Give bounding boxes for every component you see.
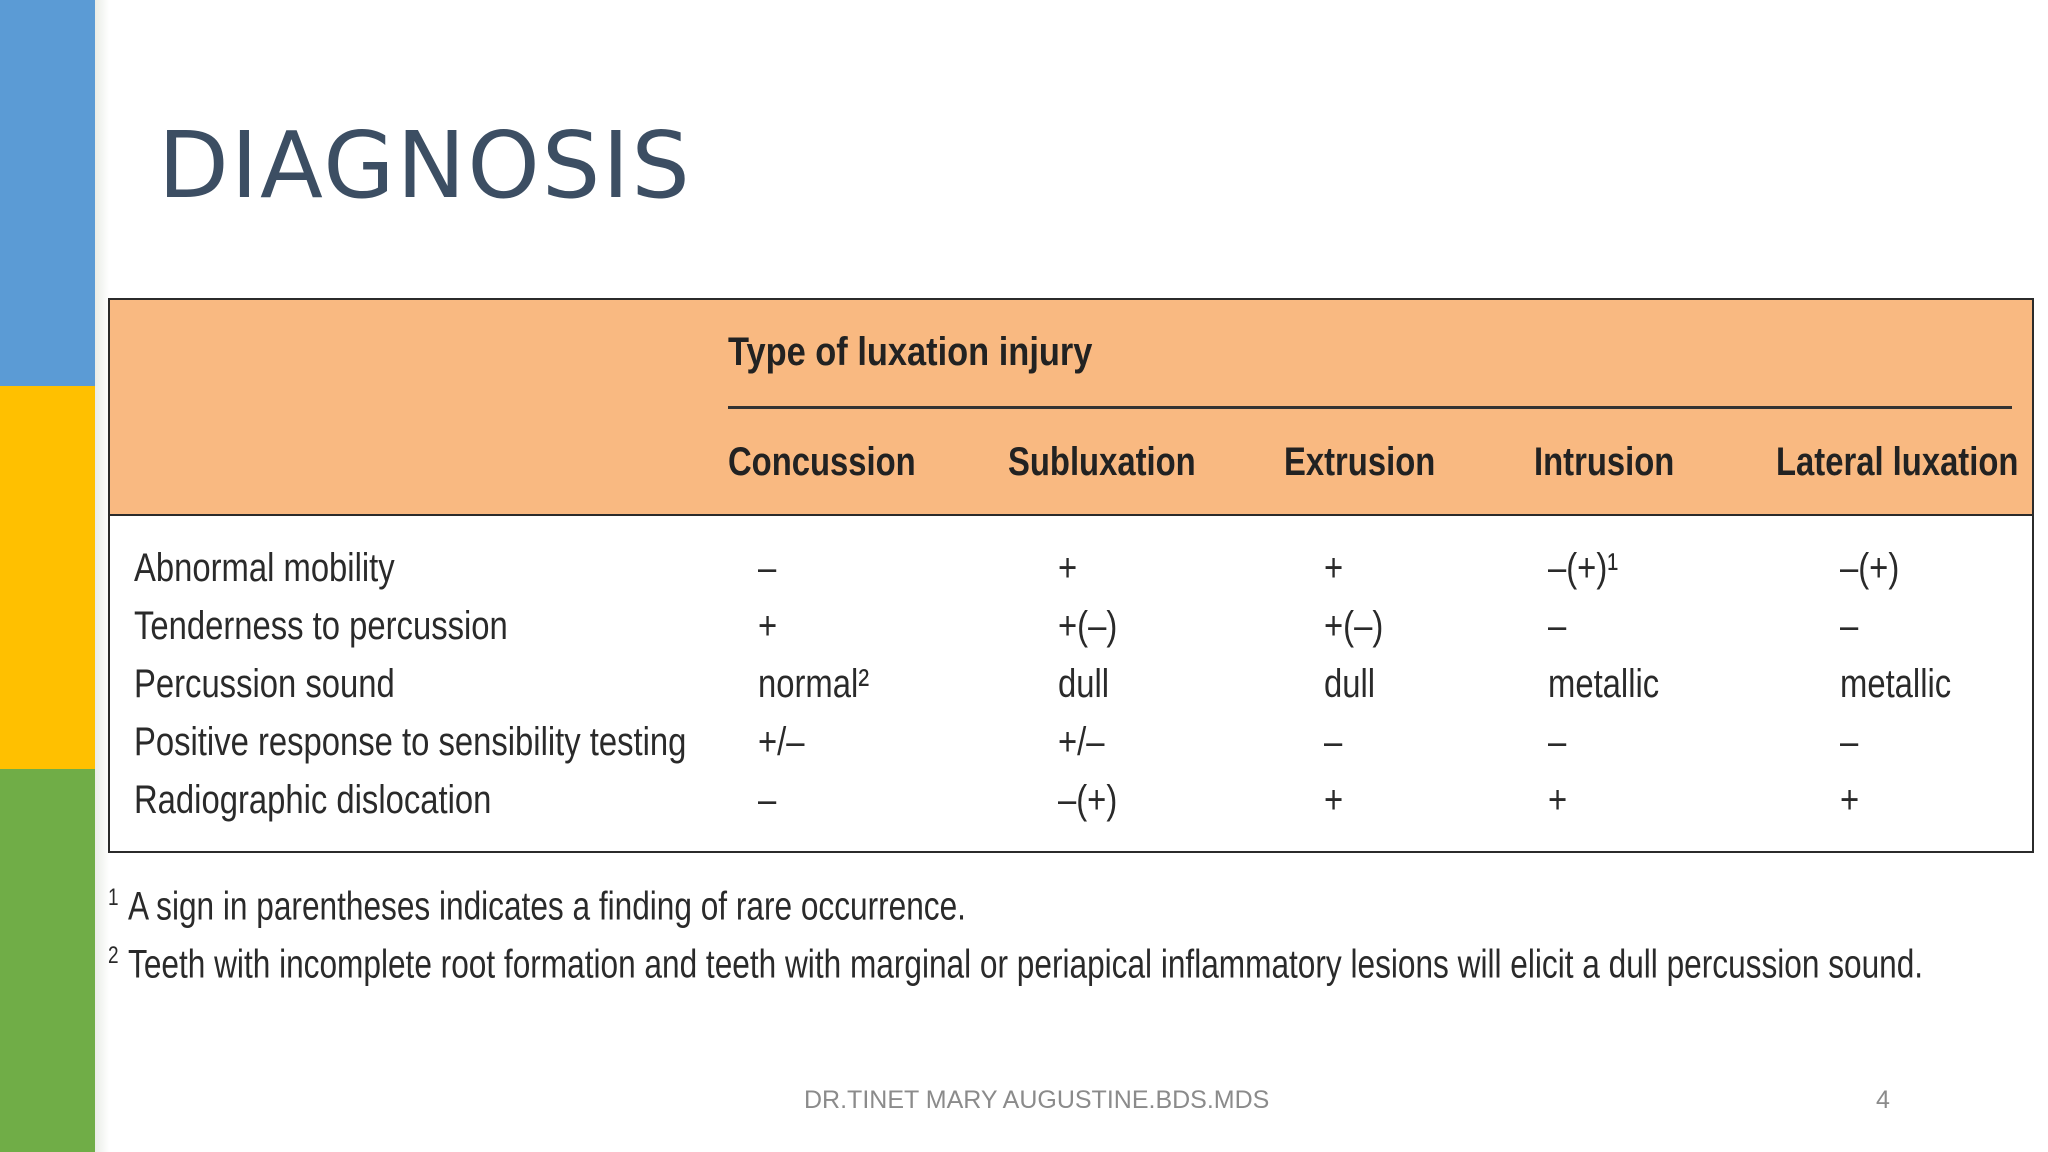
table-cell: normal² (758, 662, 870, 706)
table-cell: + (1840, 778, 1860, 822)
table-cell: – (1840, 604, 1859, 648)
row-label-tenderness: Tenderness to percussion (134, 604, 508, 648)
table-cell: – (1324, 720, 1343, 764)
row-label-abnormal-mobility: Abnormal mobility (134, 546, 395, 590)
table-cell: – (758, 778, 777, 822)
slide-footer: DR.TINET MARY AUGUSTINE.BDS.MDS (804, 1086, 1270, 1114)
accent-bar-shadow (95, 0, 109, 1152)
table-cell: dull (1058, 662, 1110, 706)
row-label-radiographic-dislocation: Radiographic dislocation (134, 778, 492, 822)
table-cell: – (758, 546, 777, 590)
slide-title: DIAGNOSIS (158, 112, 692, 219)
table-cell: + (1058, 546, 1078, 590)
column-header-subluxation: Subluxation (1008, 440, 1196, 484)
table-cell: – (1548, 720, 1567, 764)
footnote-marker: 2 (108, 942, 119, 969)
footnote-text: A sign in parentheses indicates a finding of rare occurrence. (128, 884, 966, 929)
table-group-title: Type of luxation injury (728, 330, 1093, 374)
table-cell: metallic (1840, 662, 1952, 706)
accent-band-yellow (0, 386, 95, 769)
table-cell: +/– (758, 720, 805, 764)
accent-band-green (0, 769, 95, 1152)
column-header-extrusion: Extrusion (1284, 440, 1436, 484)
footnote-marker: 1 (108, 884, 119, 911)
group-title-rule (728, 406, 2012, 409)
column-header-lateral-luxation: Lateral luxation (1776, 440, 2019, 484)
table-header (110, 300, 2032, 516)
table-cell: – (1548, 604, 1567, 648)
page-number: 4 (1876, 1086, 1890, 1114)
table-cell: +(–) (1058, 604, 1118, 648)
table-cell: –(+)¹ (1548, 546, 1619, 590)
table-cell: + (1548, 778, 1568, 822)
footnote-2 (108, 942, 1923, 987)
table-cell: –(+) (1058, 778, 1118, 822)
table-cell: + (1324, 778, 1344, 822)
table-cell: + (1324, 546, 1344, 590)
table-cell: –(+) (1840, 546, 1900, 590)
luxation-table (108, 298, 2034, 853)
table-cell: + (758, 604, 778, 648)
footnote-text: Teeth with incomplete root formation and teeth with marginal or periapical inflammatory lesions will elicit a dull percussion sound. (128, 942, 1924, 987)
row-label-percussion-sound: Percussion sound (134, 662, 395, 706)
column-header-concussion: Concussion (728, 440, 916, 484)
table-cell: – (1840, 720, 1859, 764)
table-cell: +(–) (1324, 604, 1384, 648)
row-label-sensibility-testing: Positive response to sensibility testing (134, 720, 687, 764)
table-cell: dull (1324, 662, 1376, 706)
side-accent-bar (0, 0, 95, 1152)
table-cell: +/– (1058, 720, 1105, 764)
column-header-intrusion: Intrusion (1534, 440, 1675, 484)
accent-band-blue (0, 0, 95, 386)
table-cell: metallic (1548, 662, 1660, 706)
footnote-1 (108, 884, 966, 929)
